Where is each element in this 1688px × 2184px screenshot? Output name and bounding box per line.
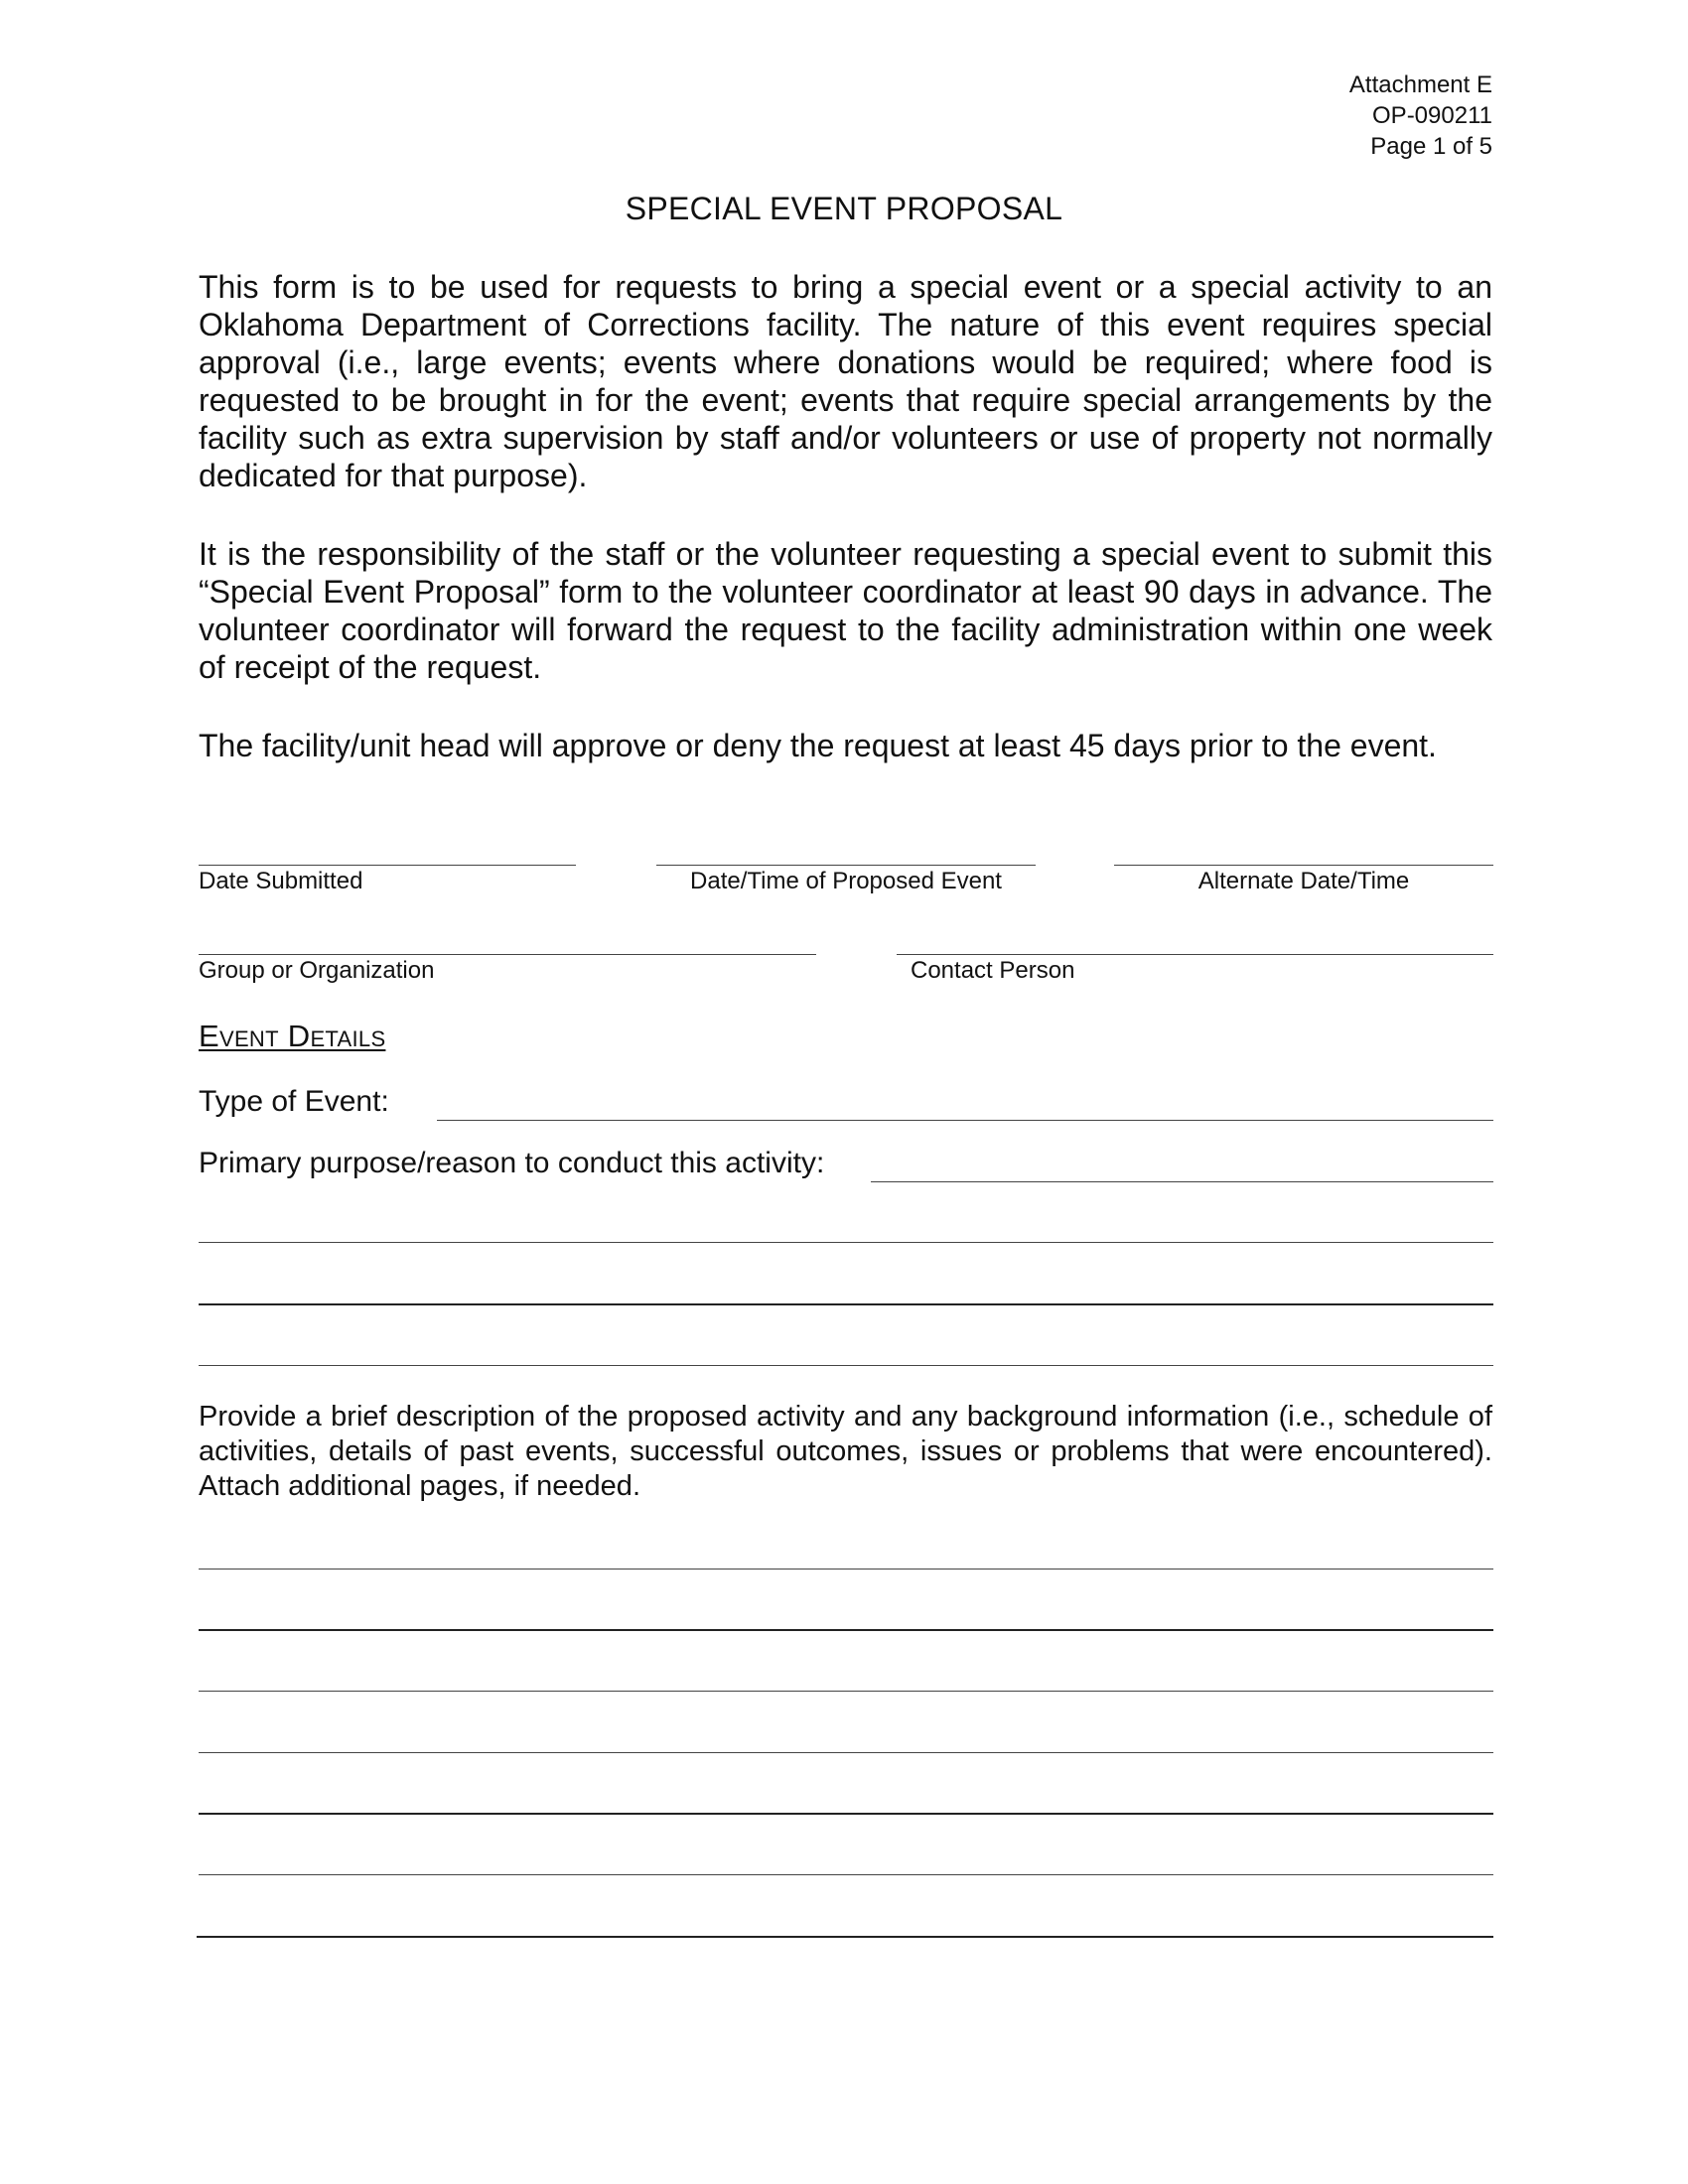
type-of-event-label: Type of Event: — [199, 1085, 389, 1118]
proposed-event-datetime-field[interactable] — [656, 865, 1036, 866]
intro-paragraph-3: The facility/unit head will approve or deny the request at least 45 days prior to the event. — [199, 728, 1437, 763]
purpose-line-3[interactable] — [199, 1365, 1493, 1366]
contact-person-label: Contact Person — [911, 957, 1075, 984]
group-or-organization-label: Group or Organization — [199, 957, 435, 984]
description-line-3[interactable] — [199, 1691, 1493, 1692]
intro-paragraph-2: It is the responsibility of the staff or the volunteer requesting a special event to submit this “Special Event Proposal” form to the volunteer coordinator at least 90 days in advance. The volunteer coordinator will forward the request to the facility administration within one week of receipt of the request. — [199, 536, 1492, 685]
purpose-line-1[interactable] — [199, 1242, 1493, 1243]
document-title: SPECIAL EVENT PROPOSAL — [625, 191, 1063, 226]
purpose-line-2[interactable] — [199, 1303, 1493, 1305]
event-details-heading: Event Details — [199, 1019, 386, 1053]
alternate-datetime-label: Alternate Date/Time — [1197, 868, 1410, 894]
description-line-1[interactable] — [199, 1569, 1493, 1570]
group-or-organization-field[interactable] — [199, 954, 816, 955]
page-number: Page 1 of 5 — [1370, 133, 1492, 160]
document-header — [1349, 69, 1492, 162]
contact-person-field[interactable] — [897, 954, 1493, 955]
date-submitted-label: Date Submitted — [199, 868, 363, 894]
primary-purpose-field[interactable] — [871, 1181, 1493, 1182]
description-line-6[interactable] — [199, 1874, 1493, 1875]
alternate-datetime-field[interactable] — [1114, 865, 1493, 866]
description-prompt: Provide a brief description of the proposed activity and any background information (i.e., schedule of activities, details of past events, successful outcomes, issues or problems that were encountered). Attach additional pages, if needed. — [199, 1401, 1492, 1502]
date-submitted-field[interactable] — [199, 865, 576, 866]
proposed-event-datetime-label: Date/Time of Proposed Event — [690, 868, 1002, 894]
description-line-2[interactable] — [199, 1629, 1493, 1631]
description-line-7[interactable] — [197, 1936, 1493, 1938]
attachment-label: Attachment E — [1348, 71, 1492, 98]
description-line-5[interactable] — [199, 1813, 1493, 1815]
primary-purpose-label: Primary purpose/reason to conduct this activity: — [199, 1147, 825, 1179]
description-line-4[interactable] — [199, 1752, 1493, 1753]
op-number: OP-090211 — [1372, 102, 1492, 129]
type-of-event-field[interactable] — [437, 1120, 1493, 1121]
intro-paragraph-1: This form is to be used for requests to bring a special event or a special activity to an Oklahoma Department of Corrections facility. The nature of this event requires special approval (i.e., large events; events where donations would be required; where food is requested to be brought in for the event; events that require special arrangements by the facility such as extra supervision by staff and/or volunteers or use of property not normally dedicated for that purpose). — [199, 269, 1492, 493]
